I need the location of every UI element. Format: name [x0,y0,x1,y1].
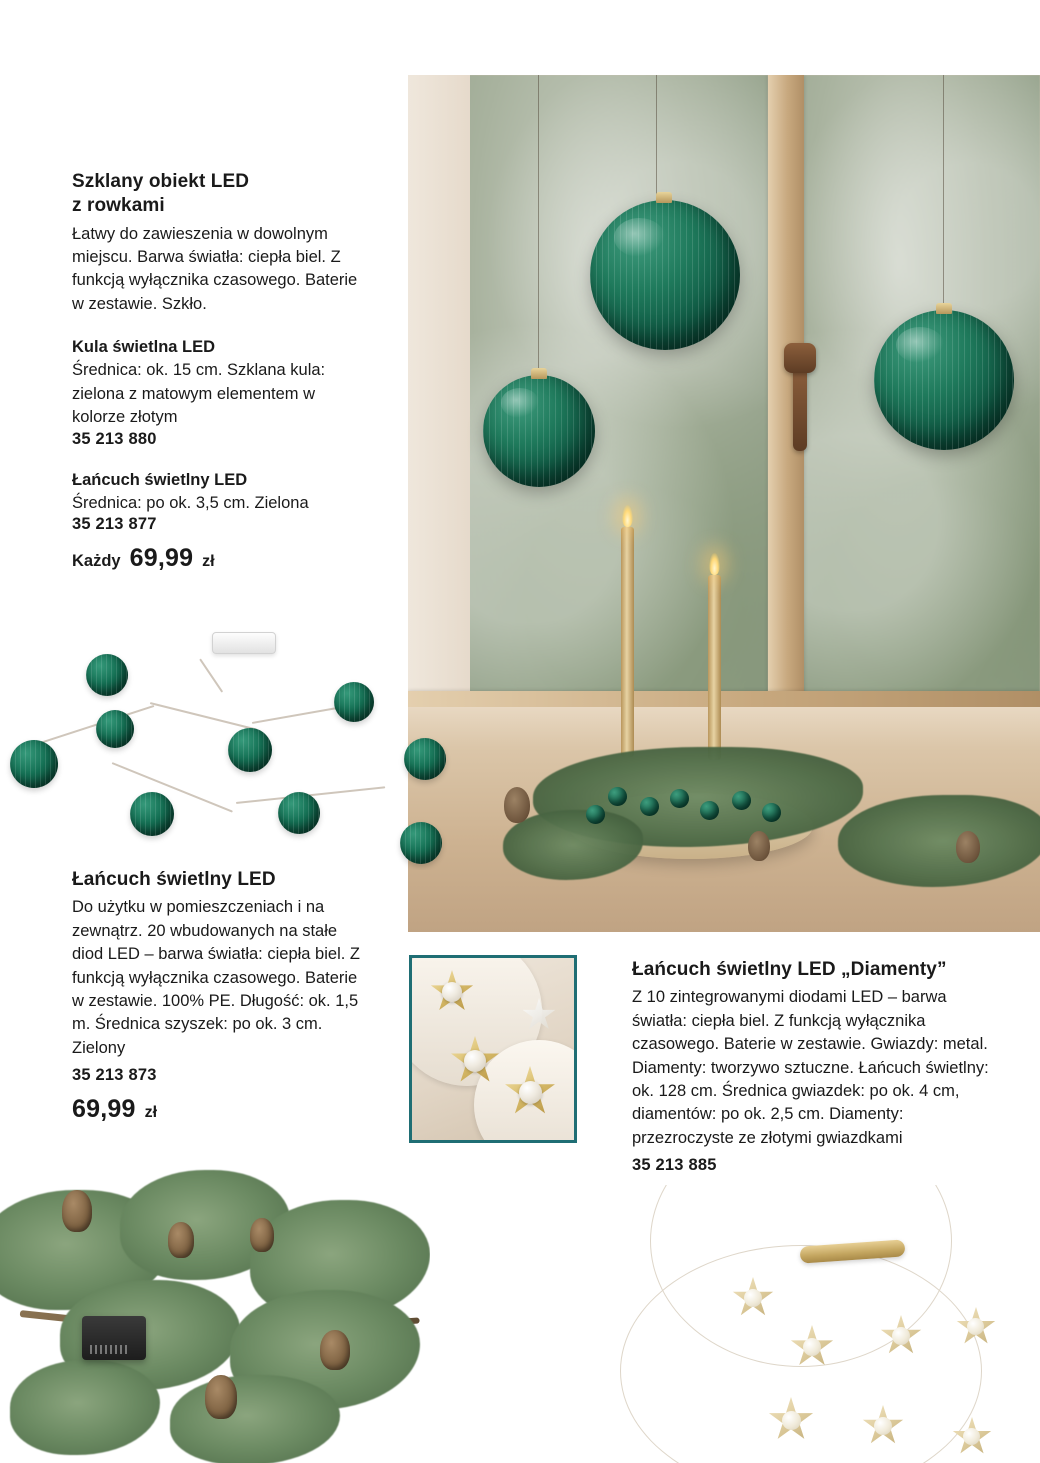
chain-wire [150,702,257,731]
product-title: Łańcuch świetlny LED [72,869,276,890]
green-bauble [278,792,320,834]
candle-flame [622,505,633,527]
diamond-gem [442,982,462,1002]
price-block [72,544,372,573]
pine-branch [170,1375,340,1463]
pine-cone [205,1375,237,1419]
battery-box [212,632,276,654]
bauble-cap [936,303,952,314]
product-block-led-diamonds-chain [632,958,997,1214]
photo-window-scene [408,75,1040,932]
product-block-glass-led-object [72,170,372,573]
product-description: Z 10 zintegrowanymi diodami LED – barwa światła: ciepła biel. Z funkcją wyłącznika czasowego. Baterie w zestawie. Gwiazdy: metal. Diamenty: tworzywo sztuczne. Łańcuch świetlny: ok. 128 cm. Średnica gwiazdek: po ok. 4 cm, diamentów: po ok. 2,5 cm. Diamenty: przezroczyste ze złotymi gwiazdkami [632,988,989,1147]
variant-description-kula: Średnica: ok. 15 cm. Szklana kula: zielona z matowym elementem w kolorze złotym [72,361,326,427]
variant-name-kula: Kula świetlna LED [72,338,216,357]
candle [621,527,634,757]
diamond-gem [464,1050,486,1072]
battery-box-label [90,1345,130,1354]
diamond-gem [963,1428,980,1445]
ornament-wire [943,75,944,310]
pine-branch [10,1360,160,1455]
product-title-line1: Szklany obiekt LED [72,171,250,192]
price-currency: zł [202,553,215,571]
mini-bauble [670,789,689,808]
candle-flame [709,553,720,575]
diamond-gem [782,1411,801,1430]
variant-description-lancuch: Średnica: po ok. 3,5 cm. Zielona [72,493,309,512]
green-bauble [400,822,442,864]
diamond-gem [803,1338,821,1356]
diamond-gem [519,1081,542,1104]
product-code: 35 213 885 [632,1156,717,1175]
variant-name-lancuch: Łańcuch świetlny LED [72,470,248,489]
mini-bauble [700,801,719,820]
product-description: Łatwy do zawieszenia w dowolnym miejscu. Barwa światła: ciepła biel. Z funkcją wyłącznika czasowego. Baterie w zestawie. Szkło. [72,224,358,313]
glass-bauble [874,310,1014,450]
pine-cone [62,1190,92,1232]
diamond-gem [967,1318,984,1335]
price-block [72,1095,362,1124]
pine-cone [504,787,530,823]
variant-code-lancuch: 35 213 877 [72,515,157,534]
mini-bauble [640,797,659,816]
photo-star-light-chain [600,1185,1040,1463]
pine-cone [956,831,980,863]
diamond-gem [892,1327,910,1345]
green-bauble [404,738,446,780]
pine-cone [320,1330,350,1370]
green-bauble [10,740,58,788]
photo-stars-inset [409,955,577,1143]
product-block-led-light-chain [72,868,362,1124]
mini-bauble [608,787,627,806]
price-prefix: Każdy [72,552,121,571]
window-handle [793,365,807,451]
product-description: Do użytku w pomieszczeniach i na zewnątrz. 20 wbudowanych na stałe diod LED – barwa światła: ciepła biel. Z funkcją wyłącznika czasowego. Baterie w zestawie. 100% PE. Długość: ok. 1,5 m. Średnica szyszek: po ok. 3 cm. Zielony [72,898,360,1057]
product-title [72,170,372,219]
ornament-wire [538,75,539,375]
window-handle-base [784,343,816,373]
pine-cone [748,831,770,861]
pine-decoration [838,795,1040,887]
mini-bauble [586,805,605,824]
candle [708,575,721,760]
glass-bauble [590,200,740,350]
product-code: 35 213 873 [72,1066,157,1085]
green-bauble [228,728,272,772]
diamond-gem [744,1289,762,1307]
photo-pine-garland [0,1160,430,1463]
price-value: 69,99 [72,1095,136,1124]
pine-cone [168,1222,194,1258]
diamond-gem [874,1417,892,1435]
mini-bauble [732,791,751,810]
pine-cone [250,1218,274,1252]
price-currency: zł [144,1104,158,1122]
battery-box [82,1316,146,1360]
green-bauble [96,710,134,748]
variant-code-kula: 35 213 880 [72,429,157,448]
green-bauble [86,654,128,696]
photo-green-bauble-chain [0,610,470,870]
green-bauble [334,682,374,722]
bauble-cap [531,368,547,379]
price-value: 69,99 [129,544,194,573]
chain-wire [199,658,223,692]
mini-bauble [762,803,781,822]
green-bauble [130,792,174,836]
glass-bauble [483,375,595,487]
bauble-cap [656,192,672,203]
product-title-line2: z rowkami [72,195,165,217]
product-title: Łańcuch świetlny LED „Diamenty” [632,959,947,980]
